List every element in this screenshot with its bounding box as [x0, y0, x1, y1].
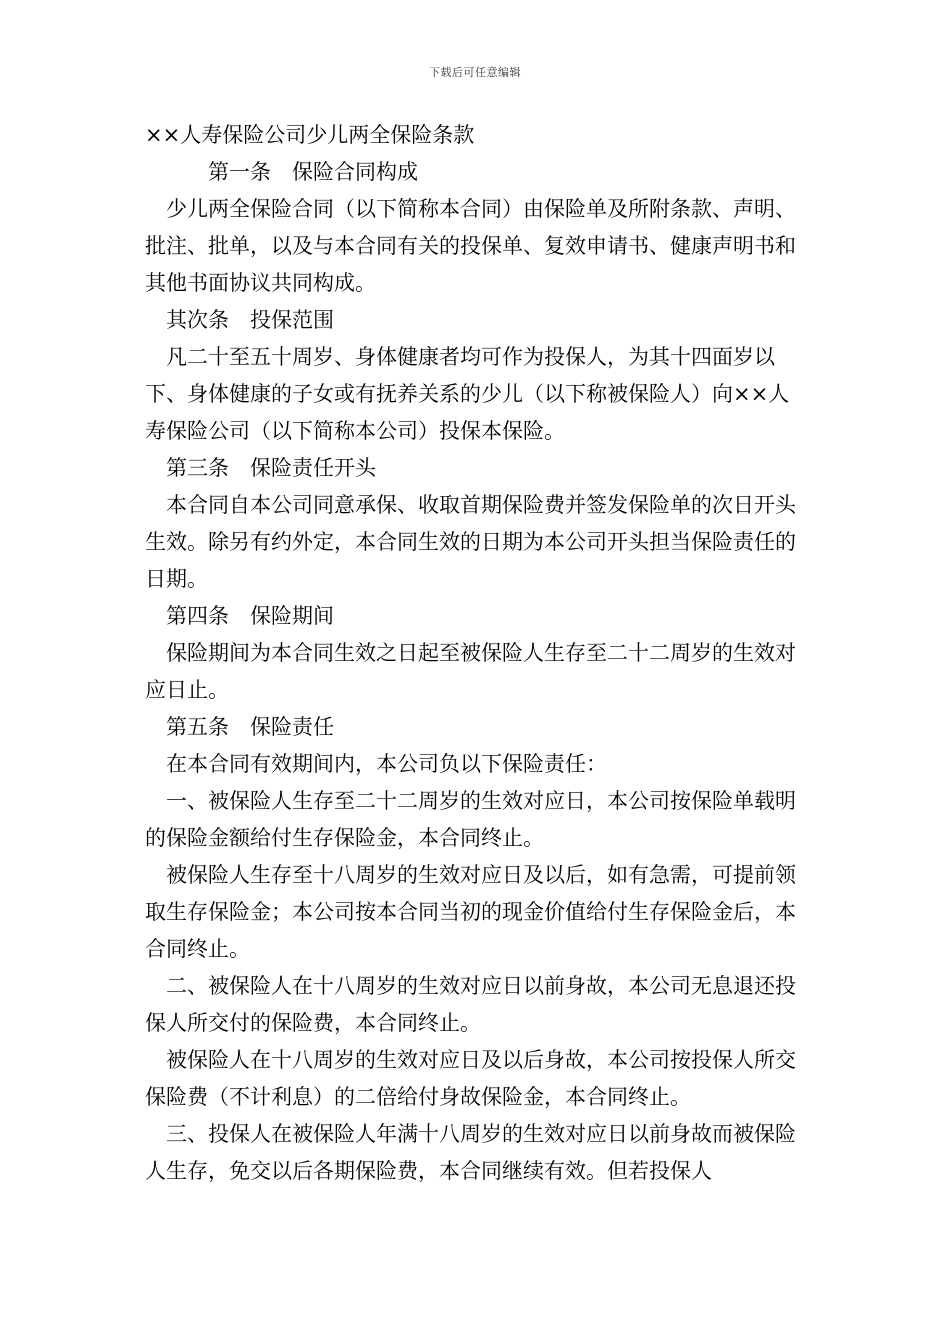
article-paragraph: 三、投保人在被保险人年满十八周岁的生效对应日以前身故而被保险人生存，免交以后各期保险费，本合同继续有效。但若投保人 — [145, 1122, 796, 1183]
document-body — [145, 117, 810, 1190]
article-paragraph: 被保险人在十八周岁的生效对应日及以后身故，本公司按投保人所交保险费（不计利息）的二倍给付身故保险金，本合同终止。 — [145, 1048, 796, 1109]
article-paragraph: 二、被保险人在十八周岁的生效对应日以前身故，本公司无息退还投保人所交付的保险费，本合同终止。 — [145, 974, 796, 1035]
article-heading: 第四条 保险期间 — [166, 604, 334, 628]
article-paragraph: 凡二十至五十周岁、身体健康者均可作为投保人，为其十四面岁以下、身体健康的子女或有抚养关系的少儿（以下称被保险人）向××人寿保险公司（以下简称本公司）投保本保险。 — [145, 345, 790, 443]
article-paragraph: 在本合同有效期间内，本公司负以下保险责任： — [166, 752, 607, 776]
article-paragraph: 被保险人生存至十八周岁的生效对应日及以后，如有急需，可提前领取生存保险金；本公司按本合同当初的现金价值给付生存保险金后，本合同终止。 — [145, 863, 796, 961]
article-paragraph: 本合同自本公司同意承保、收取首期保险费并签发保险单的次日开头生效。除另有约外定，本合同生效的日期为本公司开头担当保险责任的日期。 — [145, 493, 796, 591]
article-heading: 第一条 保险合同构成 — [208, 160, 418, 184]
article-paragraph: 一、被保险人生存至二十二周岁的生效对应日，本公司按保险单载明的保险金额给付生存保险金，本合同终止。 — [145, 789, 796, 850]
download-note: 下载后可任意编辑 — [429, 66, 521, 79]
article-heading: 第五条 保险责任 — [166, 715, 334, 739]
document-title: ××人寿保险公司少儿两全保险条款 — [145, 123, 475, 147]
article-heading: 其次条 投保范围 — [166, 308, 334, 332]
article-heading: 第三条 保险责任开头 — [166, 456, 376, 480]
article-paragraph: 保险期间为本合同生效之日起至被保险人生存至二十二周岁的生效对应日止。 — [145, 641, 796, 702]
article-paragraph: 少儿两全保险合同（以下简称本合同）由保险单及所附条款、声明、批注、批单，以及与本合同有关的投保单、复效申请书、健康声明书和其他书面协议共同构成。 — [145, 197, 796, 295]
